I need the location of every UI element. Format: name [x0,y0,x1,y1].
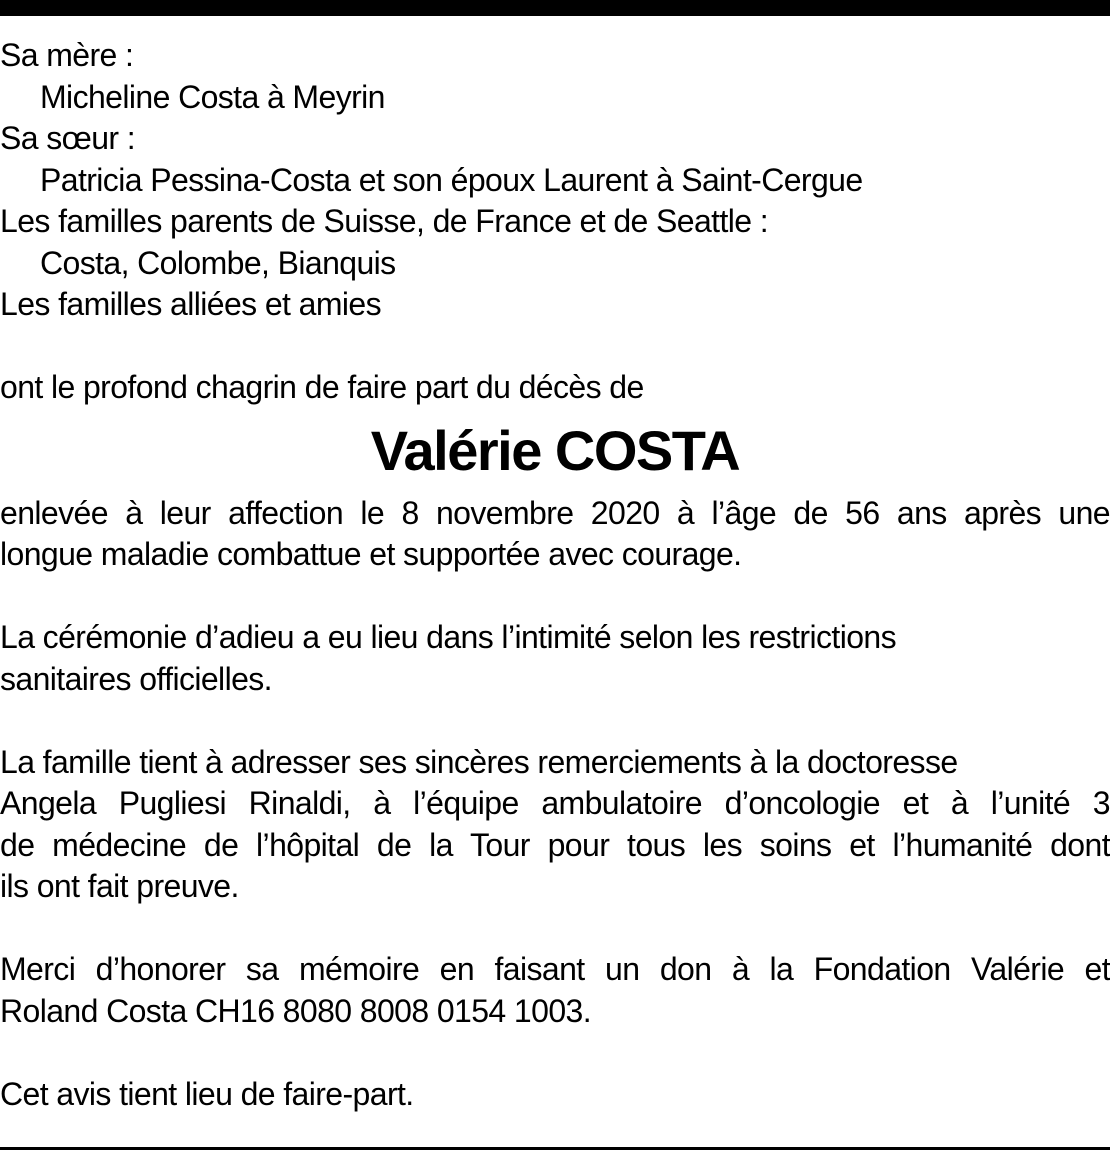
donation-line-2: Roland Costa CH16 8080 8008 0154 1003. [0,992,591,1029]
closing-note: Cet avis tient lieu de faire-part. [0,1075,414,1112]
donation-line-1: Merci d’honorer sa mémoire en faisant un don à la Fondation Valérie et [0,951,1110,987]
thanks-line-1: La famille tient à adresser ses sincères remerciements à la doctoresse [0,743,958,780]
announcement-text: ont le profond chagrin de faire part du décès de [0,369,644,405]
ceremony-line-1: La cérémonie d’adieu a eu lieu dans l’intimité selon les restrictions [0,619,896,655]
spacer [0,576,1110,618]
spacer [0,908,1110,950]
sister-name: Patricia Pessina-Costa et son époux Laurent à Saint-Cergue [40,161,863,198]
bottom-rule [0,1147,1110,1150]
ceremony-line-2: sanitaires officielles. [0,660,272,697]
deceased-name: Valérie COSTA [370,418,740,482]
spacer [0,1032,1110,1074]
thanks-line-2: Angela Pugliesi Rinaldi, à l’équipe ambulatoire d’oncologie et à l’unité 3 [0,785,1110,821]
ceremony-paragraph [0,617,1110,700]
thanks-paragraph [0,742,1110,908]
spacer [0,700,1110,742]
passing-line-2: longue maladie combattue et supportée avec courage. [0,536,742,572]
obituary-notice [0,35,1110,1115]
sister-label: Sa sœur : [0,120,136,156]
relatives-label: Les familles parents de Suisse, de France et de Seattle : [0,203,769,239]
thanks-line-3: de médecine de l’hôpital de la Tour pour tous les soins et l’humanité dont [0,826,1110,863]
passing-paragraph [0,493,1110,576]
passing-line-1: enlevée à leur affection le 8 novembre 2020 à l’âge de 56 ans après une [0,494,1110,531]
top-rule [0,0,1110,16]
relatives-names: Costa, Colombe, Bianquis [40,244,396,281]
thanks-line-4: ils ont fait preuve. [0,868,239,904]
mother-label: Sa mère : [0,37,134,73]
spacer [0,326,1110,368]
allied-families: Les familles alliées et amies [0,286,381,322]
mother-name: Micheline Costa à Meyrin [40,78,385,115]
donation-paragraph [0,949,1110,1032]
